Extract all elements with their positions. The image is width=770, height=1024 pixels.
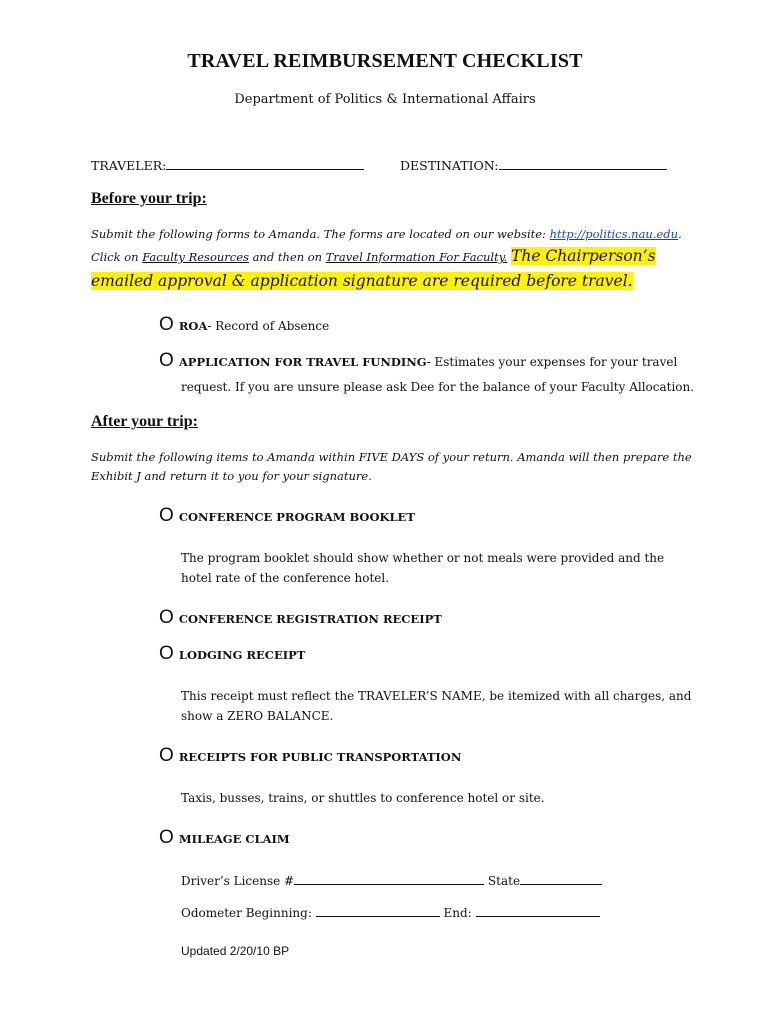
program-booklet-desc-1: The program booklet should show whether or not meals were provided and the: [181, 551, 665, 565]
odometer-end-blank[interactable]: [476, 904, 600, 917]
drivers-license-row: [181, 872, 602, 888]
checklist-item-roa: [159, 314, 329, 336]
destination-field: [400, 157, 667, 173]
before-trip-heading: Before your trip:: [91, 190, 207, 207]
odometer-begin-blank[interactable]: [316, 904, 440, 917]
traveler-blank[interactable]: [166, 157, 364, 170]
license-blank[interactable]: [294, 872, 484, 885]
checkbox-circle-icon[interactable]: O: [159, 314, 174, 335]
item-title: CONFERENCE REGISTRATION RECEIPT: [178, 612, 442, 626]
checklist-item-lodging-receipt: [159, 643, 305, 665]
click-on-text: Click on: [91, 250, 139, 264]
faculty-resources-link[interactable]: Faculty Resources: [142, 250, 249, 264]
item-title: MILEAGE CLAIM: [178, 832, 290, 846]
before-period: .: [678, 227, 682, 241]
item-desc: - Estimates your expenses for your travel: [426, 355, 678, 369]
item-title: LODGING RECEIPT: [178, 648, 306, 662]
item-title: APPLICATION FOR TRAVEL FUNDING: [178, 355, 427, 369]
after-intro-line1: Submit the following items to Amanda within FIVE DAYS of your return. Amanda will then prepare the: [91, 450, 692, 464]
checkbox-circle-icon[interactable]: O: [159, 505, 174, 526]
odometer-end-label: End:: [443, 906, 472, 920]
highlight-line2: [91, 271, 633, 290]
document-title: TRAVEL REIMBURSEMENT CHECKLIST: [187, 50, 583, 72]
highlight-approval: emailed approval & application signature are required before travel.: [91, 272, 633, 290]
before-text: Submit the following forms to Amanda. The forms are located on our website:: [91, 227, 546, 241]
item-title: CONFERENCE PROGRAM BOOKLET: [178, 510, 415, 524]
traveler-field: [91, 157, 364, 173]
checklist-item-mileage-claim: [159, 827, 290, 849]
checkbox-circle-icon[interactable]: O: [159, 607, 174, 628]
checklist-item-program-booklet: [159, 505, 415, 527]
checklist-item-registration-receipt: [159, 607, 442, 629]
travel-info-link[interactable]: Travel Information For Faculty.: [325, 250, 508, 264]
destination-blank[interactable]: [499, 157, 667, 170]
traveler-label: TRAVELER:: [91, 158, 167, 173]
transportation-desc: Taxis, busses, trains, or shuttles to conference hotel or site.: [181, 791, 545, 805]
checklist-item-application: [159, 350, 677, 372]
item-desc: - Record of Absence: [207, 319, 330, 333]
checkbox-circle-icon[interactable]: O: [159, 745, 174, 766]
application-desc-line2: request. If you are unsure please ask Dee for the balance of your Faculty Allocation.: [181, 380, 695, 394]
checkbox-circle-icon[interactable]: O: [159, 643, 174, 664]
and-then-on-text: and then on: [252, 250, 323, 264]
checklist-item-public-transportation: [159, 745, 461, 767]
updated-footer: Updated 2/20/10 BP: [181, 944, 290, 958]
website-link[interactable]: http://politics.nau.edu: [549, 227, 679, 241]
item-title: ROA: [178, 319, 208, 333]
license-label: Driver’s License #: [181, 874, 295, 888]
odometer-begin-label: Odometer Beginning:: [181, 906, 312, 920]
checkbox-circle-icon[interactable]: O: [159, 827, 174, 848]
odometer-row: [181, 904, 600, 920]
department-name: Department of Politics & International Affairs: [234, 92, 536, 107]
state-blank[interactable]: [520, 872, 602, 885]
highlight-chairperson: The Chairperson’s: [511, 247, 656, 265]
checkbox-circle-icon[interactable]: O: [159, 350, 174, 371]
destination-label: DESTINATION:: [400, 158, 499, 173]
before-instructions-line2: [91, 247, 656, 265]
before-instructions-line1: [91, 227, 682, 241]
lodging-desc-2: show a ZERO BALANCE.: [181, 709, 334, 723]
after-trip-heading: After your trip:: [91, 413, 198, 430]
state-label: State: [487, 874, 521, 888]
item-title: RECEIPTS FOR PUBLIC TRANSPORTATION: [178, 750, 462, 764]
lodging-desc-1: This receipt must reflect the TRAVELER’S NAME, be itemized with all charges, and: [181, 689, 692, 703]
after-intro-line2: Exhibit J and return it to you for your signature.: [91, 469, 372, 483]
program-booklet-desc-2: hotel rate of the conference hotel.: [181, 571, 390, 585]
